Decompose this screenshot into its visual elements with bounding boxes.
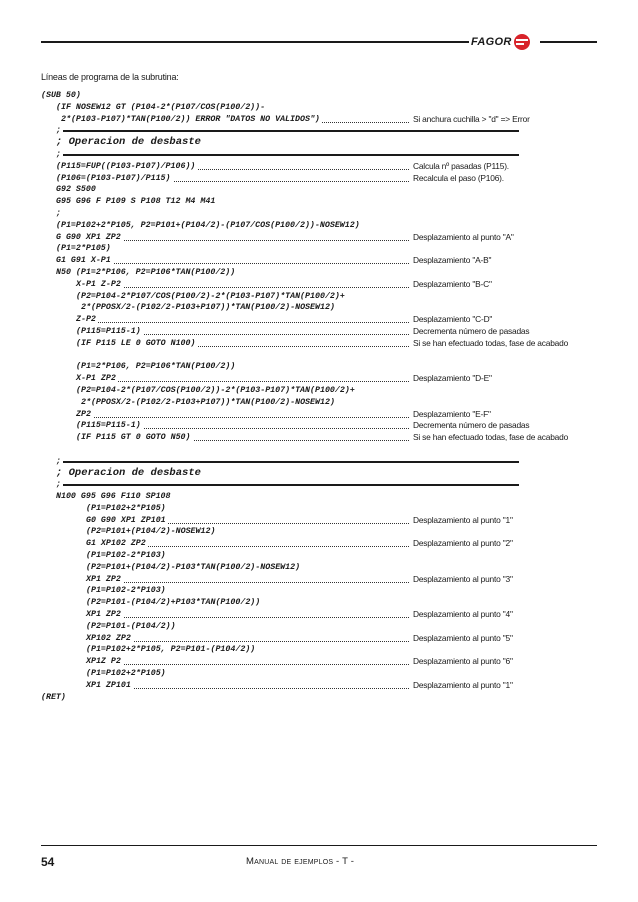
code-line	[41, 680, 601, 692]
code-line	[41, 255, 601, 267]
code-line	[41, 291, 601, 303]
dot-leader	[86, 609, 409, 621]
code-line	[41, 196, 601, 208]
code-text: XP1Z P2	[86, 657, 121, 667]
code-line	[41, 409, 601, 421]
code-text: (P106=(P103-P107)/P115)	[56, 173, 171, 183]
intro-text: Líneas de programa de la subrutina:	[41, 72, 179, 82]
code-line	[41, 397, 601, 409]
fagor-logo	[471, 34, 530, 50]
line-description: Calcula nº pasadas (P115).	[411, 161, 605, 173]
code-line	[41, 644, 601, 656]
code-text: ;	[56, 208, 61, 218]
line-description: Desplazamiento "E-F"	[411, 409, 605, 421]
line-description: Desplazamiento "D-E"	[411, 373, 605, 385]
code-text: X-P1 Z-P2	[76, 279, 121, 289]
code-line	[41, 385, 601, 397]
code-text: G G90 XP1 ZP2	[56, 232, 121, 242]
code-text: ; Operacion de desbaste	[56, 466, 201, 479]
code-text: ;	[56, 126, 61, 136]
separator-rule	[62, 484, 519, 486]
code-line	[41, 692, 601, 704]
code-line	[41, 538, 601, 550]
code-text: ;	[56, 149, 61, 159]
code-text: (SUB 50)	[41, 91, 81, 100]
line-description: Desplazamiento al punto "2"	[411, 538, 605, 550]
line-description: Desplazamiento al punto "3"	[411, 574, 605, 586]
code-text: (P2=P101+(P104/2)-NOSEW12)	[86, 527, 216, 537]
line-description: Si anchura cuchilla > "d" => Error	[411, 114, 605, 126]
header-rule	[41, 41, 469, 43]
code-line	[41, 420, 601, 432]
line-description: Desplazamiento al punto "5"	[411, 633, 605, 645]
code-text: (P115=P115-1)	[76, 421, 141, 431]
header-rule-right	[540, 41, 597, 43]
code-text: G1 XP102 ZP2	[86, 539, 146, 549]
code-line	[41, 668, 601, 680]
code-line	[41, 220, 601, 232]
code-line	[41, 314, 601, 326]
code-text: G92 S500	[56, 185, 96, 195]
code-line	[41, 208, 601, 220]
code-text: G0 G90 XP1 ZP101	[86, 515, 166, 525]
code-text: (P1=P102+2*P105)	[86, 503, 166, 513]
code-text: ZP2	[76, 409, 91, 419]
code-text: (P1=2*P105)	[56, 244, 111, 254]
code-line	[41, 279, 601, 291]
section-comment	[41, 468, 601, 480]
line-description: Desplazamiento "B-C"	[411, 279, 605, 291]
line-description: Desplazamiento al punto "6"	[411, 656, 605, 668]
code-text: ;	[56, 456, 61, 466]
separator-rule	[62, 461, 519, 463]
line-description: Desplazamiento "A-B"	[411, 255, 605, 267]
code-text: 2*(PPOSX/2-(P102/2-P103+P107))*TAN(P100/2)-NOSEW12)	[81, 397, 335, 407]
code-line	[41, 114, 601, 126]
line-description: Recalcula el paso (P106).	[411, 173, 605, 185]
line-description: Desplazamiento "C-D"	[411, 314, 605, 326]
code-line	[41, 184, 601, 196]
code-line	[41, 338, 601, 362]
code-line	[41, 243, 601, 255]
code-text: (P1=2*P106, P2=P106*TAN(P100/2))	[76, 362, 236, 372]
code-text: N100 G95 G96 F110 SP108	[56, 492, 171, 502]
code-line	[41, 326, 601, 338]
dot-leader	[86, 633, 409, 645]
code-text: XP1 ZP2	[86, 574, 121, 584]
code-text: XP102 ZP2	[86, 633, 131, 643]
line-description: Decrementa número de pasadas	[411, 326, 605, 338]
code-text: X-P1 ZP2	[76, 374, 116, 384]
line-description: Si se han efectuado todas, fase de acabado	[411, 338, 605, 350]
code-text: (P1=P102-2*P103)	[86, 586, 166, 596]
code-text: (IF P115 GT 0 GOTO N50)	[76, 433, 191, 443]
dot-leader	[76, 279, 409, 291]
dot-leader	[86, 680, 409, 692]
code-line	[41, 550, 601, 562]
separator-rule	[62, 130, 519, 132]
code-line	[41, 574, 601, 586]
code-line	[41, 562, 601, 574]
code-line	[41, 526, 601, 538]
code-line	[41, 503, 601, 515]
code-text: XP1 ZP2	[86, 610, 121, 620]
code-text: 2*(P103-P107)*TAN(P100/2)) ERROR "DATOS NO VALIDOS")	[61, 114, 320, 124]
code-text: 2*(PPOSX/2-(P102/2-P103+P107))*TAN(P100/2)-NOSEW12)	[81, 303, 335, 313]
page-number: 54	[41, 855, 55, 869]
code-line	[41, 173, 601, 185]
code-line	[41, 491, 601, 503]
code-text: (P1=P102-2*P103)	[86, 551, 166, 561]
separator-line	[41, 456, 601, 468]
code-line	[41, 161, 601, 173]
code-line	[41, 90, 601, 102]
code-text: (P115=P115-1)	[76, 326, 141, 336]
code-line	[41, 361, 601, 373]
line-description: Desplazamiento al punto "A"	[411, 232, 605, 244]
footer-rule	[41, 845, 597, 846]
code-text: G95 G96 F P109 S P108 T12 M4 M41	[56, 197, 216, 207]
program-listing	[41, 90, 601, 703]
code-text: (P1=P102+2*P105, P2=P101-(P104/2))	[86, 645, 256, 655]
line-description: Si se han efectuado todas, fase de acabado	[411, 432, 605, 444]
code-text: XP1 ZP101	[86, 680, 131, 690]
code-line	[41, 267, 601, 279]
fagor-logo-icon	[514, 34, 530, 50]
code-line	[41, 585, 601, 597]
code-text: (P2=P104-2*P107/COS(P100/2)-2*(P103-P107)*TAN(P100/2)+	[76, 291, 345, 301]
line-description: Decrementa número de pasadas	[411, 420, 605, 432]
code-text: ;	[56, 480, 61, 490]
code-text: (IF P115 LE 0 GOTO N100)	[76, 338, 196, 348]
code-line	[41, 373, 601, 385]
section-comment	[41, 137, 601, 149]
dot-leader	[76, 409, 409, 421]
code-text: (P2=P101+(P104/2)-P103*TAN(P100/2)-NOSEW12)	[86, 562, 301, 572]
code-line	[41, 609, 601, 621]
line-description: Desplazamiento al punto "1"	[411, 680, 605, 692]
code-line	[41, 656, 601, 668]
dot-leader	[86, 656, 409, 668]
code-text: (P2=P101-(P104/2))	[86, 621, 176, 631]
dot-leader	[86, 574, 409, 586]
code-text: ; Operacion de desbaste	[56, 136, 201, 149]
separator-line	[41, 149, 601, 161]
code-text: (RET)	[41, 692, 66, 702]
code-line	[41, 597, 601, 609]
dot-leader	[76, 314, 409, 326]
code-line	[41, 515, 601, 527]
separator-rule	[62, 154, 519, 156]
line-description: Desplazamiento al punto "1"	[411, 515, 605, 527]
code-line	[41, 633, 601, 645]
brand-name: FAGOR	[471, 36, 512, 48]
footer-title: Manual de ejemplos - T -	[246, 856, 355, 867]
code-text: (P115=FUP((P103-P107)/P106))	[56, 161, 196, 171]
code-text: (P2=P101-(P104/2)+P103*TAN(P100/2))	[86, 598, 261, 608]
code-text: N50 (P1=2*P106, P2=P106*TAN(P100/2))	[56, 267, 236, 277]
dot-leader	[76, 373, 409, 385]
code-text: (P2=P104-2*(P107/COS(P100/2))-2*(P103-P107)*TAN(P100/2)+	[76, 385, 355, 395]
code-text: G1 G91 X-P1	[56, 256, 111, 266]
code-text: (P1=P102+2*P105, P2=P101+(P104/2)-(P107/COS(P100/2))-NOSEW12)	[56, 220, 360, 230]
separator-line	[41, 479, 601, 491]
code-line	[41, 302, 601, 314]
code-text: (IF NOSEW12 GT (P104-2*(P107/COS(P100/2))-	[56, 102, 266, 112]
code-text: Z-P2	[76, 315, 96, 325]
code-line	[41, 621, 601, 633]
code-line	[41, 102, 601, 114]
line-description: Desplazamiento al punto "4"	[411, 609, 605, 621]
code-text: (P1=P102+2*P105)	[86, 669, 166, 679]
code-line	[41, 432, 601, 456]
code-line	[41, 232, 601, 244]
